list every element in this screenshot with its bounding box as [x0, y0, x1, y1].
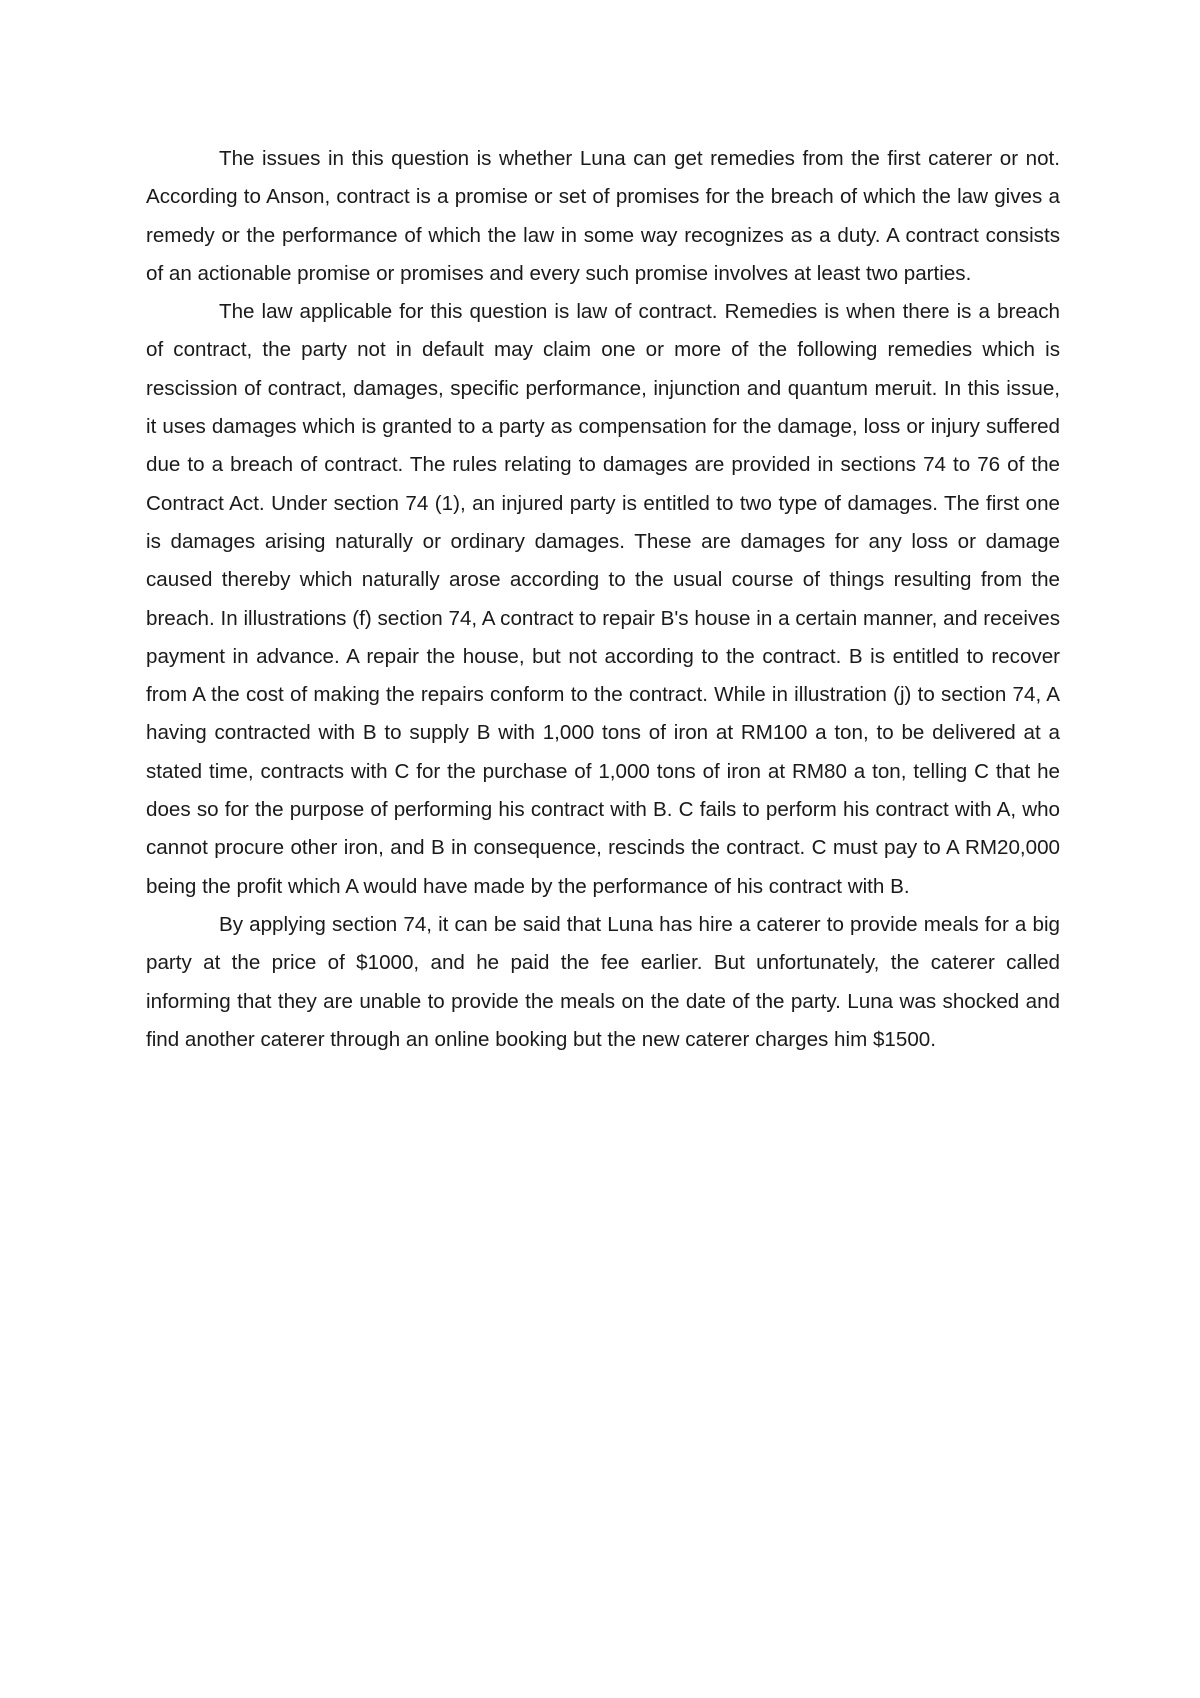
paragraph-issue: The issues in this question is whether Luna can get remedies from the first caterer or not. According to Anson, contract is a promise or set of promises for the breach of which the law gives a remedy or the performance of which the law in some way recognizes as a duty. A contract consists of an actionable promise or promises and every such promise involves at least two parties.: [146, 147, 1060, 285]
paragraph-application: By applying section 74, it can be said that Luna has hire a caterer to provide meals for a big party at the price of $1000, and he paid the fee earlier. But unfortunately, the caterer called informing that they are unable to provide the meals on the date of the party. Luna was shocked and find another caterer through an online booking but the new caterer charges him $1500.: [146, 912, 1060, 1051]
document-body: [146, 140, 1060, 1059]
paragraph-law: The law applicable for this question is law of contract. Remedies is when there is a breach of contract, the party not in default may claim one or more of the following remedies which is rescission of contract, damages, specific performance, injunction and quantum meruit. In this issue, it uses damages which is granted to a party as compensation for the damage, loss or injury suffered due to a breach of contract. The rules relating to damages are provided in sections 74 to 76 of the Contract Act. Under section 74 (1), an injured party is entitled to two type of damages. The first one is damages arising naturally or ordinary damages. These are damages for any loss or damage caused thereby which naturally arose according to the usual course of things resulting from the breach. In illustrations (f) section 74, A contract to repair B's house in a certain manner, and receives payment in advance. A repair the house, but not according to the contract. B is entitled to recover from A the cost of making the repairs conform to the contract. While in illustration (j) to section 74, A having contracted with B to supply B with 1,000 tons of iron at RM100 a ton, to be delivered at a stated time, contracts with C for the purchase of 1,000 tons of iron at RM80 a ton, telling C that he does so for the purpose of performing his contract with B. C fails to perform his contract with A, who cannot procure other iron, and B in consequence, rescinds the contract. C must pay to A RM20,000 being the profit which A would have made by the performance of his contract with B.: [146, 300, 1060, 898]
